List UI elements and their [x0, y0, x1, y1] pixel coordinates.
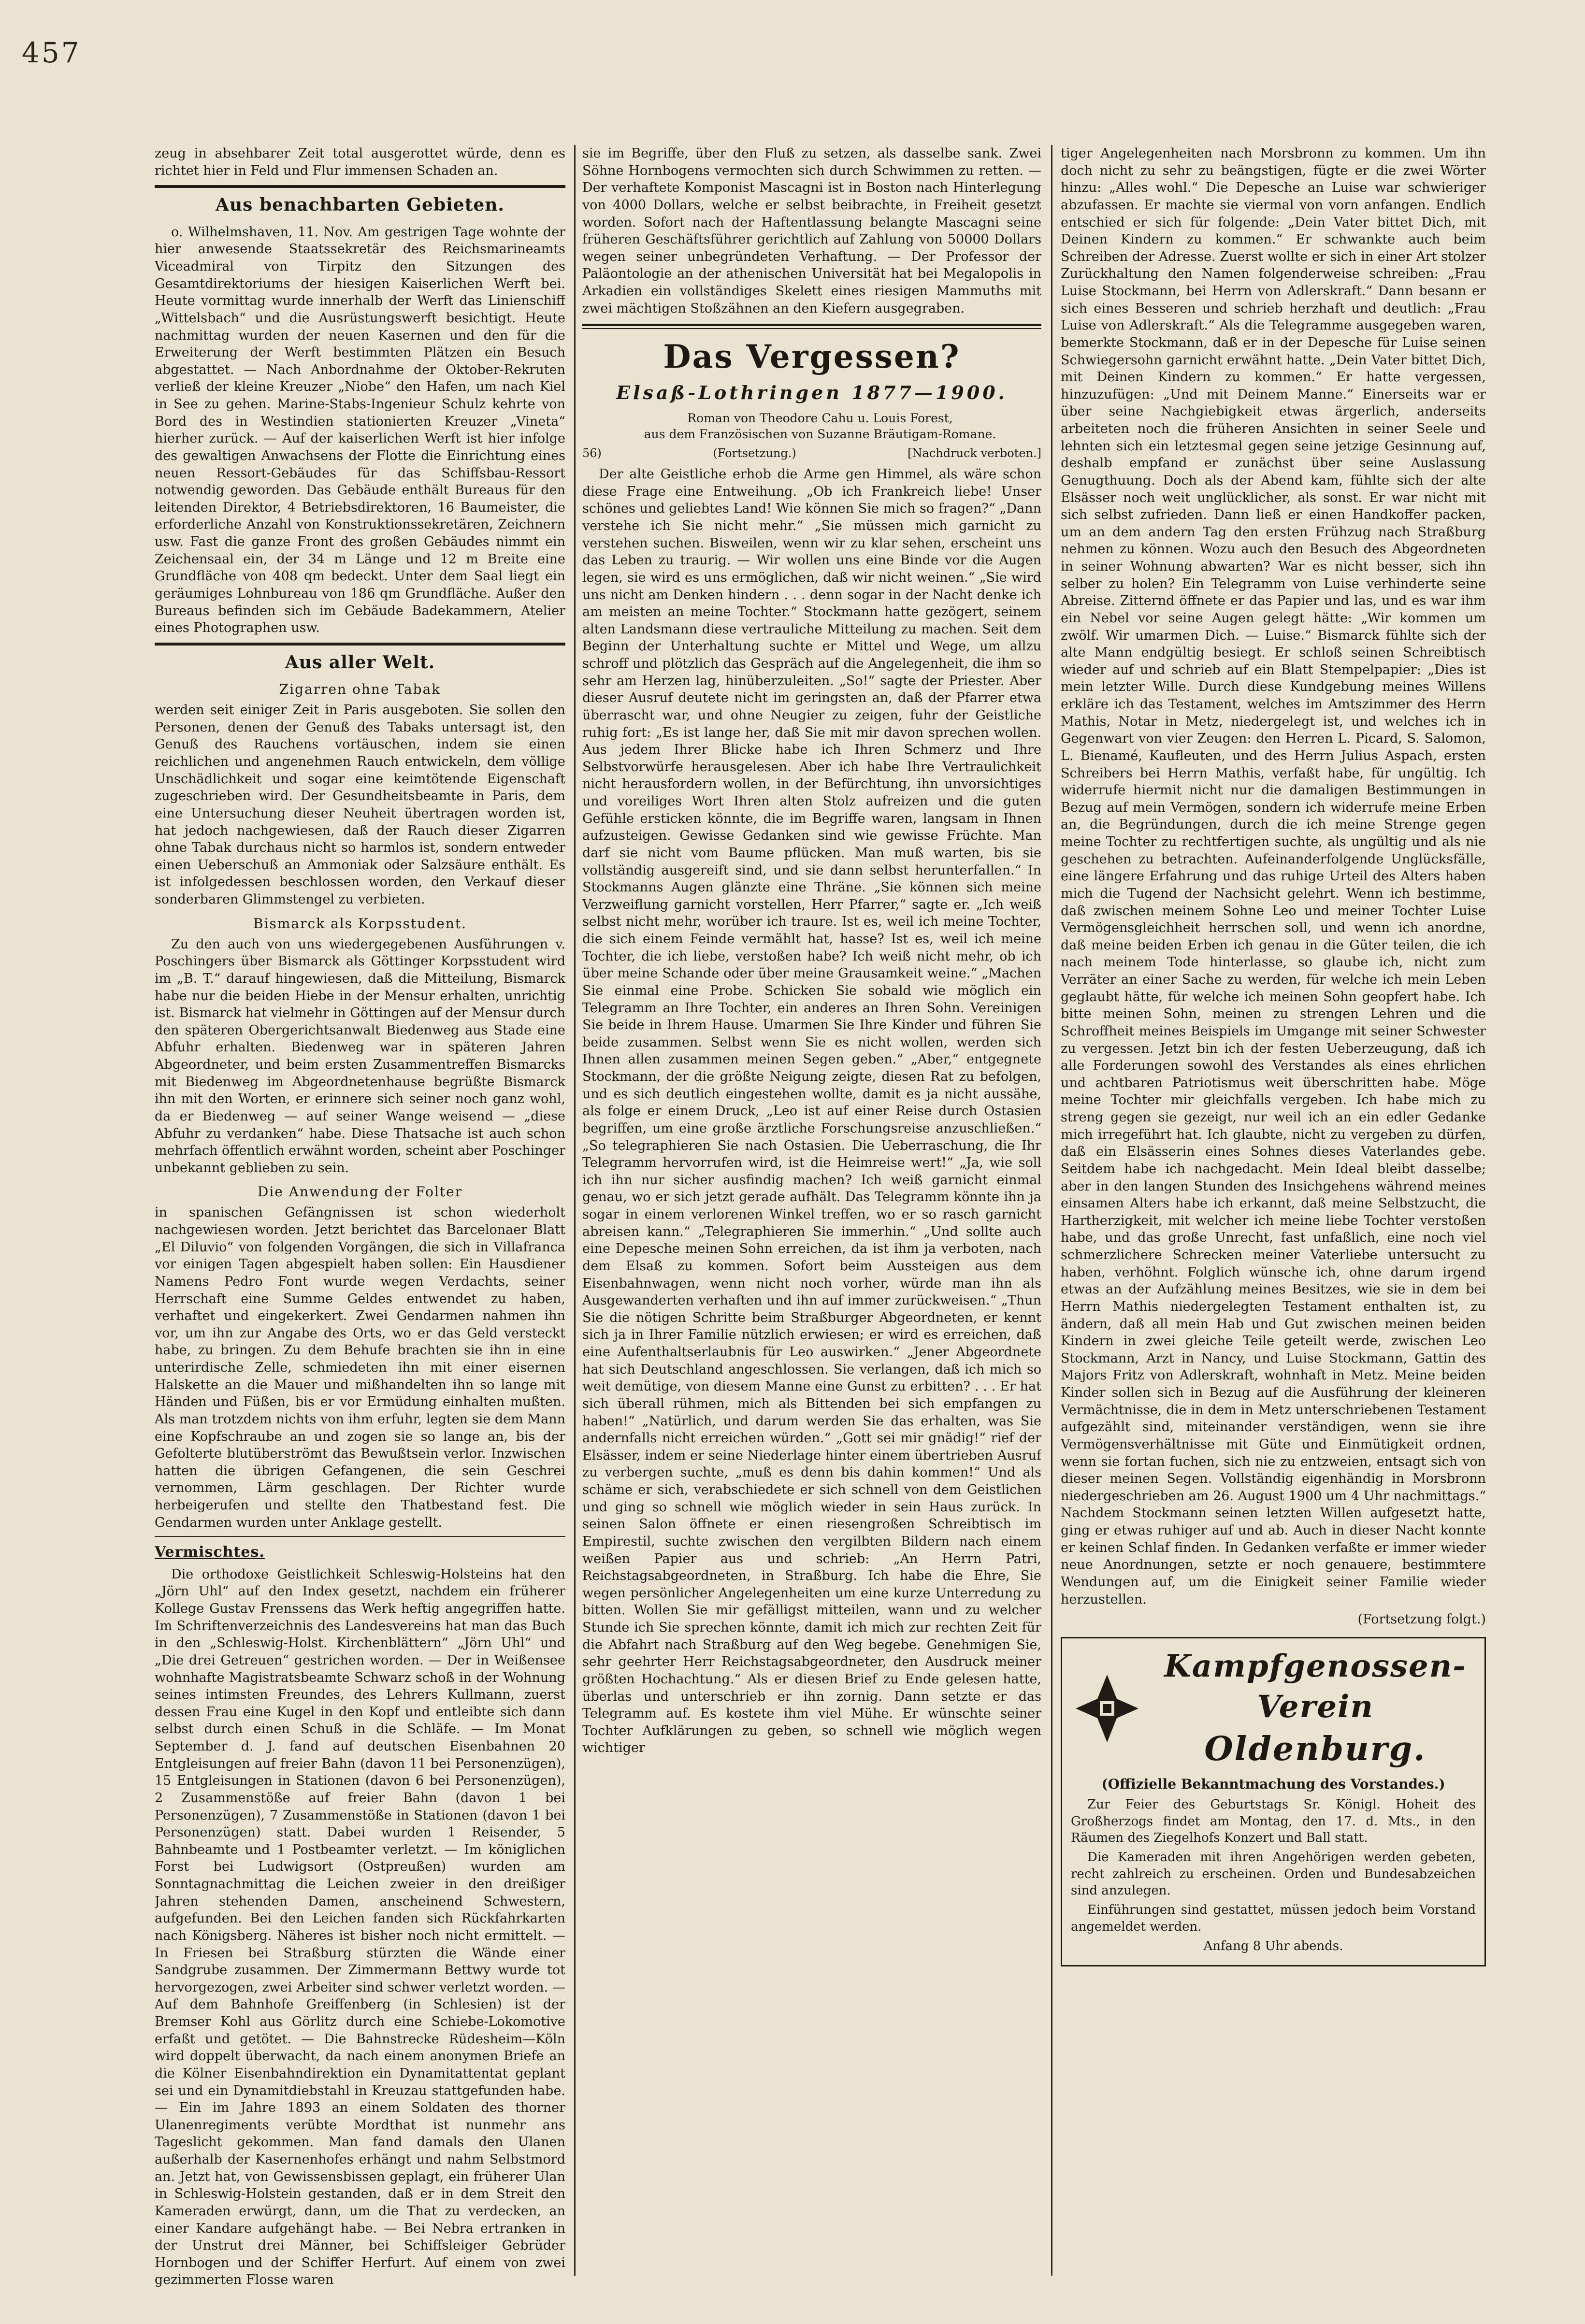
iron-cross-icon — [1071, 1670, 1143, 1747]
ad-header — [1071, 1646, 1476, 1771]
ad-text: Zur Feier des Geburtstags Sr. Königl. Hoheit des Großherzogs findet am Montag, den 17. d. Mts., in den Räumen des Ziegelhofs Konzert und Ball statt. — [1071, 1797, 1476, 1846]
section-rule — [155, 1536, 565, 1537]
column-divider — [1051, 145, 1052, 2276]
ad-text: Einführungen sind gestattet, müssen jedoch beim Vorstand angemeldet werden. — [1071, 1903, 1476, 1934]
ad-text: Die Kameraden mit ihren Angehörigen werden gebeten, recht zahlreich zu erscheinen. Orden und Bundesabzeichen sind anzulegen. — [1071, 1850, 1476, 1898]
article-text: Die orthodoxe Geistlichkeit Schleswig-Holsteins hat den „Jörn Uhl“ auf den Index gesetzt, nachdem ein früherer Kollege Gustav Frenssens das Werk heftig angegriffen hatte. Im Schriftenverzeichnis des Landesvereins hat man das Buch in den „Schleswig-Holst. Kirchenblättern“ „Jörn Uhl“ und „Die drei Getreuen“ gestrichen worden. — Der in Weißensee wohnhafte Magistratsbeamte Schwarz schoß in der Wohnung seines intimsten Freundes, des Lehrers Kullmann, zuerst dessen Frau eine Kugel in den Kopf und entleibte sich dann selbst durch einen Schuß in die Schläfe. — Im Monat September d. J. fand auf deutschen Eisenbahnen 20 Entgleisungen auf freier Bahn (davon 11 bei Personenzügen), 15 Entgleisungen in Stationen (davon 6 bei Personenzügen), 2 Zusammenstöße auf freier Bahn (davon 1 bei Personenzügen), 7 Zusammenstöße in Stationen (davon 1 bei Personenzügen) statt. Dabei wurden 1 Reisender, 5 Bahnbeamte und 1 Postbeamter verletzt. — Im königlichen Forst bei Ludwigsort (Ostpreußen) wurden am Sonntagnachmittag die Leichen zweier in den dreißiger Jahren stehenden Damen, anscheinend Schwestern, aufgefunden. Bei den Leichen fanden sich Rückfahrkarten nach Königsberg. Näheres ist bisher noch nicht ermittelt. — In Friesen bei Straßburg stürzten die Wände einer Sandgrube zusammen. Der Zimmermann Bettwy wurde tot hervorgezogen, zwei Arbeiter sind schwer verletzt worden. — Auf dem Bahnhofe Greiffenberg (in Schlesien) ist der Bremser Kohl aus Görlitz durch eine Schiebe-Lokomotive erfaßt und getötet. — Die Bahnstrecke Rüdesheim—Köln wird doppelt überwacht, da nach einem anonymen Briefe an die Kölner Eisenbahndirektion ein Dynamitattentat geplant sei und ein Dynamitdiebstahl in Kreuzau stattgefunden habe. — Ein im Jahre 1893 an einem Soldaten des thorner Ulanenregiments verübte Mordthat ist nunmehr ans Tageslicht gekommen. Man fand damals den Ulanen außerhalb der Kasernenhofes erhängt und nahm Selbstmord an. Jetzt hat, von Gewissensbissen geplagt, ein früherer Ulan in Schleswig-Holstein gestanden, daß er in dem Streit den Kameraden erwürgt, dann, um die That zu verdecken, an einer Kandare aufgehängt habe. — Bei Nebra ertranken in der Unstrut drei Männer, bei Schiffsleiger Gebrüder Hornbogen und der Schiffer Herfurt. Auf einem von zwei gezimmerten Flosse waren — [155, 1566, 565, 2288]
article-continuation: sie im Begriffe, über den Fluß zu setzen, als dasselbe sank. Zwei Söhne Hornbogens vermochten sich durch Schwimmen zu retten. — Der verhaftete Komponist Mascagni ist in Boston nach Hinterlegung von 4000 Dollars, welche er selbst beibrachte, in Freiheit gesetzt worden. Sofort nach der Haftentlassung belangte Mascagni seine früheren Geschäftsführer gerichtlich auf Zahlung von 50000 Dollars wegen seiner unbegründeten Verhaftung. — Der Professor der Paläontologie an der athenischen Universität hat bei Megalopolis in Arkadien ein vollständiges Skelett eines riesigen Mammuths mit zwei mächtigen Stoßzähnen an den Kiefern ausgegraben. — [582, 146, 1041, 316]
advertisement — [1061, 1637, 1486, 1966]
section-rule — [155, 185, 565, 188]
ad-title-line2: Oldenburg. — [1204, 1729, 1426, 1768]
ad-time: Anfang 8 Uhr abends. — [1203, 1938, 1343, 1953]
article-text: in spanischen Gefängnissen ist schon wiederholt nachgewiesen worden. Jetzt berichtet das Barcelonaer Blatt „El Diluvio“ von folgenden Vorgängen, die sich in Villafranca vor einigen Tagen abgespielt haben sollen: Ein Hausdiener Namens Pedro Font wurde wegen Verdachts, seiner Herrschaft eine Summe Geldes entwendet zu haben, verhaftet und eingekerkert. Zwei Gendarmen nahmen ihn vor, um ihn zur Angabe des Orts, wo er das Geld versteckt habe, zu bringen. Zu dem Behufe brachten sie ihn in eine unterirdische Zelle, schmiedeten ihn mit einer eisernen Halskette an die Mauer und mißhandelten ihn so lange mit Händen und Füßen, bis er vor Ermüdung einhalten mußten. Als man trotzdem nichts von ihm erfuhr, legten sie dem Mann eine Kopfschraube an und zogen sie so lange an, bis der Gefolterte blutüberströmt das Bewußtsein verlor. Inzwischen hatten die übrigen Gefangenen, die sein Geschrei vernommen, Lärm geschlagen. Der Richter wurde herbeigerufen und stellte den Thatbestand fest. Die Gendarmen wurden unter Anklage gestellt. — [155, 1205, 565, 1530]
section-heading: Aus aller Welt. — [285, 652, 435, 673]
serial-subtitle: Elsaß-Lothringen 1877—1900. — [616, 382, 1008, 404]
reprint-notice: [Nachdruck verboten.] — [908, 446, 1041, 460]
column-divider — [574, 145, 576, 2276]
serial-continued-note: (Fortsetzung folgt.) — [1357, 1612, 1486, 1627]
section-rule — [155, 643, 565, 646]
section-rule — [582, 324, 1041, 329]
article-text: Zu den auch von uns wiedergegebenen Ausführungen v. Poschingers über Bismarck als Göttinger Korpsstudent wird im „B. T.“ darauf hingewiesen, daß die Mitteilung, Bismarck habe nur die beiden Hiebe in der Mensur erhalten, unrichtig ist. Bismarck hat vielmehr in Göttingen auf der Mensur durch den späteren Obergerichtsanwalt Biedenweg aus Stade eine Abfuhr erhalten. Biedenweg war in späteren Jahren Abgeordneter, und beim ersten Zusammentreffen Bismarcks mit Biedenweg im Abgeordnetenhause begrüßte Bismarck ihn mit den Worten, er erinnere sich seiner noch ganz wohl, da er Biedenweg — auf seiner Wange weisend — „diese Abfuhr zu verdanken“ habe. Diese Thatsache ist auch schon mehrfach öffentlich erwähnt worden, scheint aber Poschinger unbekannt geblieben zu sein. — [155, 936, 565, 1176]
column-right — [1061, 145, 1486, 2290]
serial-author: Roman von Theodore Cahu u. Louis Forest, — [687, 411, 953, 425]
column-middle — [582, 145, 1041, 2290]
serial-text: Der alte Geistliche erhob die Arme gen Himmel, als wäre schon diese Frage eine Entweihung. „Ob ich Frankreich liebe! Unser schönes und geliebtes Land! Wie können Sie mich so fragen?“ „Dann verstehe ich Sie nicht mehr.“ „Sie müssen mich garnicht zu verstehen suchen. Bisweilen, wenn wir zu klar sehen, erscheint uns das Leben zu traurig. — Wir wollen uns eine Binde vor die Augen legen, sie wird es uns ermöglichen, daß wir nicht weinen.“ „Sie wird uns nicht am Denken hindern . . . denn sogar in der Nacht denke ich am meisten an meine Tochter.“ Stockmann hatte gezögert, seinem alten Landsmann diese vertrauliche Mitteilung zu machen. Seit dem Beginn der Unterhaltung suchte er Mittel und Wege, um allzu schroff und plötzlich das Gespräch auf die Angelegenheit, die ihm so sehr am Herzen lag, hinüberzuleiten. „So!“ sagte der Priester. Aber dieser Ausruf deutete nicht im geringsten an, daß der Pfarrer etwa überrascht war, und ohne Neugier zu zeigen, fuhr der Geistliche ruhig fort: „Es ist lange her, daß Sie mit mir davon sprechen wollen. Aus jedem Ihrer Blicke habe ich Ihren Schmerz und Ihre Selbstvorwürfe herausgelesen. Aber ich habe Ihre Vertraulichkeit nicht herausfordern wollen, in der Befürchtung, ihn unvorsichtiges und voreiliges Wort Ihren alten Stolz aufreizen und die guten Gefühle ersticken könnte, die im Begriffe waren, langsam in Ihnen aufzusteigen. Gewisse Gedanken sind wie gewisse Früchte. Man darf sie nicht vom Baume pflücken. Man muß warten, bis sie vollständig ausgereift sind, und sie dann selbst herunterfallen.“ In Stockmanns Augen glänzte eine Thräne. „Sie können sich meine Verzweiflung garnicht vorstellen, Herr Pfarrer,“ sagte er. „Ich weiß selbst nicht mehr, worüber ich traure. Ist es, weil ich meine Tochter, die sich einem Feinde vermählt hat, hasse? Ist es, weil ich meine Tochter, die ich liebe, verstoßen habe? Ich weiß nicht mehr, ob ich über meine Schande oder über meine Grausamkeit weine.“ „Machen Sie einmal eine Probe. Schicken Sie sobald wie möglich ein Telegramm an Ihre Tochter, ein anderes an Ihren Sohn. Vereinigen Sie beide in Ihrem Hause. Umarmen Sie Ihre Kinder und führen Sie beide zusammen. Selbst wenn Sie es nicht wollen, werden sich Ihnen allen zusammen meinen Segen geben.“ „Aber,“ entgegnete Stockmann, der die größte Neigung zeigte, diesen Rat zu befolgen, und es sich deutlich eingestehen wollte, damit es ja nicht aussähe, als folge er einem Druck, „Leo ist auf einer Reise durch Ostasien begriffen, um eine große ärztliche Forschungsreise anzuschließen.“ „So telegraphieren Sie nach Ostasien. Die Ueberraschung, die Ihr Telegramm hervorrufen wird, ist die Heimreise wert!“ „Ja, wie soll ich ihn nur sicher ausfindig machen? Ich weiß garnicht einmal genau, wo er sich jetzt gerade aufhält. Das Telegramm könnte ihn ja sogar in einem verlorenen Winkel treffen, wo er so rasch garnicht abreisen kann.“ „Telegraphieren Sie immerhin.“ „Und sollte auch eine Depesche meinen Sohn erreichen, da ist ihm ja verboten, nach dem Elsaß zu kommen. Sofort beim Aussteigen aus dem Eisenbahnwagen, wenn nicht noch vorher, würde man ihn als Ausgewanderten verhaften und ihn auf immer zurückweisen.“ „Thun Sie die nötigen Schritte beim Straßburger Abgeordneten, er kennt sich ja in Ihrer Familie nützlich erwiesen; er wird es erreichen, daß eine Aufenthaltserlaubnis für Leo auswirken.“ „Jener Abgeordnete hat sich Deutschland angeschlossen. Sie verlangen, daß ich mich so weit demütige, von diesem Manne eine Gunst zu erbitten? . . . Er hat sich überall rühmen, mich als Bittenden bei sich empfangen zu haben!“ „Natürlich, und darum werden Sie das erhalten, was Sie andernfalls nicht erreichen würden.“ „Gott sei mir gnädig!“ rief der Elsässer, indem er seine Niederlage hinter einem übertrieben Ausruf zu verbergen suchte, „muß es denn bis dahin kommen!“ Und als schäme er sich, verabschiedete er sich schnell von dem Geistlichen und ging so schnell wie möglich wieder in sein Haus zurück. In seinen Salon öffnete er einen riesengroßen Schreibtisch im Empirestil, suchte zwischen den vergilbten Bildern nach einem weißen Papier aus und schrieb: „An Herrn Patri, Reichstagsabgeordneten, in Straßburg. Ich habe die Ehre, Sie wegen persönlicher Angelegenheiten um eine kurze Unterredung zu bitten. Wollen Sie mir gefälligst mitteilen, wann und zu welcher Stunde ich Sie sprechen könnte, damit ich mich zur rechten Zeit für die Abfahrt nach Straßburg auf den Weg begebe. Genehmigen Sie, sehr geehrter Herr Reichstagsabgeordneter, den Ausdruck meiner größten Hochachtung.“ Als er diesen Brief zu Ende gelesen hatte, überlas und unterschrieb er ihn zornig. Dann setzte er das Telegramm auf. Es kostete ihm viel Mühe. Er wünschte seiner Tochter Aufklärungen zu geben, so schnell wie möglich wegen wichtiger — [582, 467, 1041, 1756]
section-heading: Vermischtes. — [155, 1544, 265, 1561]
ad-title-line1: Kampfgenossen-Verein — [1164, 1648, 1467, 1725]
article-text: werden seit einiger Zeit in Paris ausgeboten. Sie sollen den Personen, denen der Genuß des Tabaks untersagt ist, den Genuß des Rauchens vortäuschen, indem sie einen reichlichen und angenehmen Rauch entwickeln, dem völlige Unschädlichkeit und sogar eine keimtötende Eigenschaft zugeschrieben wird. Der Gesundheitsbeamte in Paris, dem eine Untersuchung dieser Neuheit übertragen worden ist, hat jedoch nachgewiesen, daß der Rauch dieser Zigarren ohne Tabak durchaus nicht so harmlos ist, sondern entweder einen Ueberschuß an Ammoniak oder Salzsäure enthält. Es ist infolgedessen beschlossen worden, den Verkauf dieser sonderbaren Glimmstengel zu verbieten. — [155, 703, 565, 907]
serial-continuation-note: (Fortsetzung.) — [713, 446, 796, 460]
column-left — [155, 145, 565, 2290]
article-heading: Die Anwendung der Folter — [257, 1184, 463, 1200]
article-heading: Bismarck als Korpsstudent. — [253, 915, 467, 932]
section-heading: Aus benachbarten Gebieten. — [216, 195, 504, 215]
ad-subtitle: (Offizielle Bekanntmachung des Vorstandes.) — [1101, 1776, 1445, 1793]
serial-translator: aus dem Französischen von Suzanne Bräutigam-Romane. — [644, 427, 996, 441]
page-number: 457 — [22, 36, 81, 69]
article-text: o. Wilhelmshaven, 11. Nov. Am gestrigen Tage wohnte der hier anwesende Staatssekretär des Reichsmarineamts Viceadmiral von Tirpitz den Sitzungen des Gesamtdirektoriums der hiesigen Kaiserlichen Werft bei. Heute vormittag wurde innerhalb der Werft das Linienschiff „Wittelsbach“ und die Ausrüstungswerft besichtigt. Heute nachmittag wurden der neuen Kasernen und den für die Erweiterung der Werft bestimmten Plätzen ein Besuch abgestattet. — Nach Anbordnahme der Oktober-Rekruten verließ der kleine Kreuzer „Niobe“ den Hafen, um nach Kiel in See zu gehen. Marine-Stabs-Ingenieur Schulz kehrte von Bord des in Westindien stationierten Kreuzer „Vineta“ hierher zurück. — Auf der kaiserlichen Werft ist hier infolge des gewaltigen Anwachsens der Flotte die Einrichtung eines neuen Ressort-Gebäudes für das Schiffsbau-Ressort notwendig geworden. Das Gebäude enthält Bureaus für den leitenden Direktor, 4 Betriebsdirektoren, 16 Baumeister, die erforderliche Anzahl von Konstruktionssekretären, Zeichnern usw. Fast die ganze Front des großen Gebäudes nimmt ein Zeichensaal ein, der 34 m Länge und 12 m Breite eine Grundfläche von 408 qm bedeckt. Unter dem Saal liegt ein geräumiges Lohnbureau von 186 qm Grundfläche. Außer den Bureaus befinden sich im Gebäude Badekammern, Atelier eines Photographen usw. — [155, 224, 565, 636]
serial-meta — [582, 446, 1041, 461]
article-heading: Zigarren ohne Tabak — [279, 681, 441, 698]
article-continuation: zeug in absehbarer Zeit total ausgerottet würde, denn es richtet hier in Feld und Flur immensen Schaden an. — [155, 146, 565, 178]
serial-text: tiger Angelegenheiten nach Morsbronn zu kommen. Um ihn doch nicht zu sehr zu beängstigen, fügte er die zwei Wörter hinzu: „Alles wohl.“ Die Depesche an Luise war schwieriger abzufassen. Er machte sie viermal von vorn anfangen. Endlich entschied er sich für folgende: „Dein Vater bittet Dich, mit Deinen Kindern zu kommen.“ Er schwankte auch beim Schreiben der Adresse. Zuerst wollte er sich in einer Art stolzer Zurückhaltung den Namen folgenderweise schreiben: „Frau Luise Stockmann, bei Herrn von Adlerskraft.“ Dann besann er sich eines Besseren und schrieb herzhaft und deutlich: „Frau Luise von Adlerskraft.“ Als die Telegramme ausgegeben waren, bemerkte Stockmann, daß er in der Depesche für Luise seinen Schwiegersohn garnicht erwähnt hatte. „Dein Vater bittet Dich, mit Deinen Kindern zu kommen.“ Er hatte vergessen, hinzuzufügen: „Und mit Deinem Manne.“ Einerseits war er über seine Nachgiebigkeit etwas ärgerlich, anderseits arbeiteten noch die früheren Ansichten in seiner Seele und lehnten sich ein letztesmal gegen seine jetzige Gesinnung auf, deshalb empfand er zunächst über seine Auslassung Genugthuung. Doch als der Abend kam, fühlte sich der alte Elsässer noch weit unglücklicher, als sonst. Er war nicht mit sich selbst zufrieden. Dann ließ er einen Handkoffer packen, um an dem andern Tag den ersten Frühzug nach Straßburg nehmen zu können. Wozu auch den Besuch des Abgeordneten in seiner Wohnung abwarten? War es nicht besser, sich ihn selber zu holen? Ein Telegramm von Luise verhinderte seine Abreise. Zitternd öffnete er das Papier und las, und es war ihm ein Nebel vor seine Augen gelegt hätte: „Wir kommen um zwölf. Wir umarmen Dich. — Luise.“ Bismarck fühlte sich der alte Mann endgültig besiegt. Er schloß seinen Schreibtisch wieder auf und schrieb auf ein Blatt Stempelpapier: „Dies ist mein letzter Wille. Durch diese Kundgebung meines Willens erkläre ich das Testament, welches im Amtszimmer des Herrn Mathis, Notar in Metz, niedergelegt ist, und welches ich in Gegenwart von vier Zeugen: den Herren L. Picard, S. Salomon, L. Bienamé, Kaufleuten, und des Herrn Julius Aspach, ersten Schreibers bei Herrn Mathis, verfaßt habe, für ungültig. Ich widerrufe hiermit nicht nur die damaligen Bestimmungen in Bezug auf mein Vermögen, sondern ich widerrufe meine Erben an, die Begründungen, durch die ich meine Strenge gegen meine Tochter zu rechtfertigen suchte, als ungültig und als nie geschehen zu betrachten. Aufeinanderfolgende Unglücksfälle, eine längere Erfahrung und das ruhige Urteil des Alters haben mich die Tugend der Nachsicht gelehrt. Wenn ich bestimme, daß zwischen meinem Sohne Leo und meiner Tochter Luise Vermögensgleichheit herrschen soll, und wenn ich anordne, daß meine beiden Erben ich genau in die Güter teilen, die ich nach meinem Tode hinterlasse, so glaube ich, nicht zum Verräter an einer Sache zu werden, für welche ich mein Leben geglaubt hätte, für welche ich meinen Sohn geopfert habe. Ich bitte meinen Sohn, meinen zu strengen Lehren und die Schroffheit meines Beispiels im Umgange mit seiner Schwester zu vergessen. Jetzt bin ich der festen Ueberzeugung, daß ich alle Forderungen sowohl des Verstandes als eines ehrlichen und achtbaren Patriotismus weit überschritten habe. Möge meine Tochter mir gleichfalls vergeben. Ich habe mich zu streng gegen sie gezeigt, nur weil ich an ein edler Gedanke mich irregeführt hat. Ich glaubte, nicht zu vergeben zu dürfen, daß ein Elsässerin eines Sohnes dieses Vaterlandes gebe. Seitdem habe ich nachgedacht. Mein Ideal bleibt dasselbe; aber in den langen Stunden des Insichgehens während meines einsamen Alters habe ich erkannt, daß meine Selbstzucht, die Hartherzigkeit, mit welcher ich meine liebe Tochter verstoßen habe, und das große Unrecht, fast unfaßlich, eine noch viel schmerzlichere Schrecken meiner Vaterliebe untersucht zu haben, verhöhnt. Folglich wünsche ich, ohne darum irgend etwas an der Aufzählung meines Besitzes, wie sie in dem bei Herrn Mathis niedergelegten Testament enthalten ist, zu ändern, daß all mein Hab und Gut zwischen meinen beiden Kindern in zwei gleiche Teile geteilt werde, zwischen Leo Stockmann, Arzt in Nancy, und Luise Stockmann, Gattin des Majors Fritz von Adlerskraft, wohnhaft in Metz. Meine beiden Kinder sollen sich in Bezug auf die Ausführung der kleineren Vermächtnisse, die in dem in Metz unterschriebenen Testament aufgezählt sind, miteinander verständigen, wenn sie ihre Vermögensverhältnisse mit Güte und Einmütigkeit ordnen, wenn sie fortan fuchen, sich nie zu entzweien, entsagt sich von dieser meinen Segen. Vollständig eigenhändig in Morsbronn niedergeschrieben am 26. August 1900 um 4 Uhr nachmittags.“ Nachdem Stockmann seinen letzten Willen aufgesetzt hatte, ging er etwas ruhiger auf und ab. Auch in dieser Nacht konnte er keinen Schlaf finden. In Gedanken verfaßte er immer wieder neue Anordnungen, setzte er noch genauere, bestimmtere Wendungen auf, um die Einigkeit seiner Familie wieder herzustellen. — [1061, 146, 1486, 1607]
ad-title — [1155, 1646, 1476, 1771]
serial-number: 56) — [582, 446, 602, 460]
serial-title: Das Vergessen? — [663, 338, 961, 376]
